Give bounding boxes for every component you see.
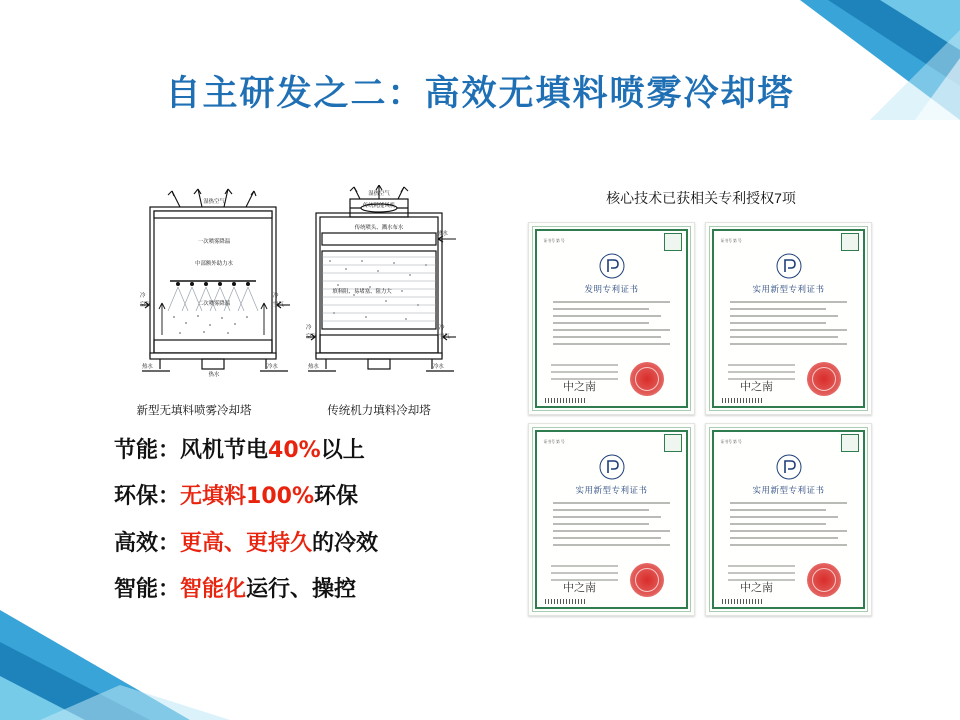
svg-text:传统耗能风机: 传统耗能风机 (362, 203, 396, 209)
cooling-tower-diagram (108, 185, 478, 430)
certificate-seal-icon (807, 563, 841, 597)
certificate-number: 证书号 第 号 (543, 438, 565, 444)
certificate-seal-icon (630, 362, 664, 396)
certificate-name: 实用新型专利证书 (575, 486, 648, 496)
certificate-frame (535, 229, 688, 408)
spray-tower-diagram (140, 185, 290, 395)
feature-prefix: 节能：风机节电 (114, 438, 269, 463)
svg-text:湿热空气: 湿热空气 (203, 199, 225, 205)
svg-text:传统喷头、溅水布水: 传统喷头、溅水布水 (354, 225, 404, 231)
feature-suffix: 的冷效 (312, 530, 379, 556)
feature-item-environment (114, 484, 494, 509)
certificate-emblem-icon (664, 233, 682, 251)
feature-list (114, 438, 494, 623)
certificate-barcode-icon (722, 599, 762, 604)
certificate-seal-icon (807, 362, 841, 396)
feature-suffix: 运行、操控 (246, 576, 357, 602)
certificate-name: 发明专利证书 (584, 285, 639, 295)
certificate-signature: 中之南 (563, 581, 596, 594)
certificate-gallery (528, 222, 872, 616)
feature-highlight: 40% (268, 438, 321, 463)
page-title: 自主研发之二：高效无填料喷雾冷却塔 (165, 73, 795, 114)
certificate-logo-icon (599, 454, 625, 480)
certificate-signature: 中之南 (563, 380, 596, 393)
certificate-emblem-icon (664, 434, 682, 452)
feature-highlight: 更高、更持久 (180, 530, 313, 556)
certificate-name: 实用新型专利证书 (752, 486, 825, 496)
certificate-barcode-icon (545, 398, 585, 403)
certificate-header (720, 236, 857, 245)
feature-prefix: 环保： (114, 484, 181, 510)
traditional-tower-diagram (306, 185, 456, 395)
diagram-captions (108, 402, 478, 424)
svg-text:冷水: 冷水 (433, 364, 444, 370)
certificate-frame (535, 430, 688, 609)
svg-text:热水: 热水 (142, 364, 153, 370)
feature-highlight: 无填料100% (180, 484, 314, 510)
certificate-logo-icon (776, 253, 802, 279)
certificate-card[interactable] (528, 423, 695, 616)
certificate-barcode-icon (545, 599, 585, 604)
svg-text:热水: 热水 (208, 372, 220, 378)
svg-text:冷: 冷 (273, 293, 279, 299)
feature-highlight: 智能化 (180, 576, 247, 602)
svg-text:冷: 冷 (439, 325, 445, 331)
certificate-card[interactable] (528, 222, 695, 415)
feature-suffix: 以上 (320, 438, 365, 463)
svg-text:一次喷雾降温: 一次喷雾降温 (197, 239, 231, 245)
certificate-frame (712, 430, 865, 609)
svg-text:空气: 空气 (273, 302, 284, 308)
certificate-emblem-icon (841, 434, 859, 452)
svg-text:湿热空气: 湿热空气 (368, 191, 390, 197)
svg-text:冷: 冷 (306, 325, 312, 331)
svg-text:冷水: 冷水 (267, 364, 278, 370)
svg-text:冷: 冷 (140, 293, 146, 299)
svg-text:热水: 热水 (437, 231, 448, 237)
certificate-number: 证书号 第 号 (720, 237, 742, 243)
certificate-emblem-icon (841, 233, 859, 251)
svg-text:中部额外助力水: 中部额外助力水 (195, 261, 233, 267)
certificate-signature: 中之南 (740, 581, 773, 594)
svg-text:填料阻、易堵塞、阻力大: 填料阻、易堵塞、阻力大 (332, 289, 392, 295)
feature-prefix: 智能： (114, 576, 181, 602)
certificate-text-lines (730, 301, 847, 350)
feature-item-efficiency (114, 531, 494, 556)
certificate-text-lines (553, 502, 670, 551)
svg-text:空气: 空气 (439, 334, 450, 340)
svg-text:二次喷雾降温: 二次喷雾降温 (197, 301, 231, 307)
certificate-text-lines (730, 502, 847, 551)
feature-item-intelligence (114, 577, 494, 602)
certificate-name: 实用新型专利证书 (752, 285, 825, 295)
svg-text:空气: 空气 (140, 302, 151, 308)
feature-prefix: 高效： (114, 530, 181, 556)
certificates-title: 核心技术已获相关专利授权7项 (606, 190, 796, 206)
certificate-text-lines (553, 301, 670, 350)
certificate-logo-icon (599, 253, 625, 279)
certificate-card[interactable] (705, 423, 872, 616)
certificate-card[interactable] (705, 222, 872, 415)
caption-spray-tower: 新型无填料喷雾冷却塔 (136, 405, 252, 417)
svg-text:空气: 空气 (306, 334, 317, 340)
certificate-signature: 中之南 (740, 380, 773, 393)
certificate-number: 证书号 第 号 (720, 438, 742, 444)
feature-suffix: 环保 (313, 484, 358, 510)
certificate-header (543, 437, 680, 446)
certificate-number: 证书号 第 号 (543, 237, 565, 243)
certificate-frame (712, 229, 865, 408)
feature-item-energy (114, 438, 494, 463)
certificate-seal-icon (630, 563, 664, 597)
certificate-header (720, 437, 857, 446)
certificate-barcode-icon (722, 398, 762, 403)
svg-text:热水: 热水 (308, 364, 319, 370)
caption-traditional-tower: 传统机力填料冷却塔 (327, 405, 431, 417)
certificate-logo-icon (776, 454, 802, 480)
certificate-header (543, 236, 680, 245)
